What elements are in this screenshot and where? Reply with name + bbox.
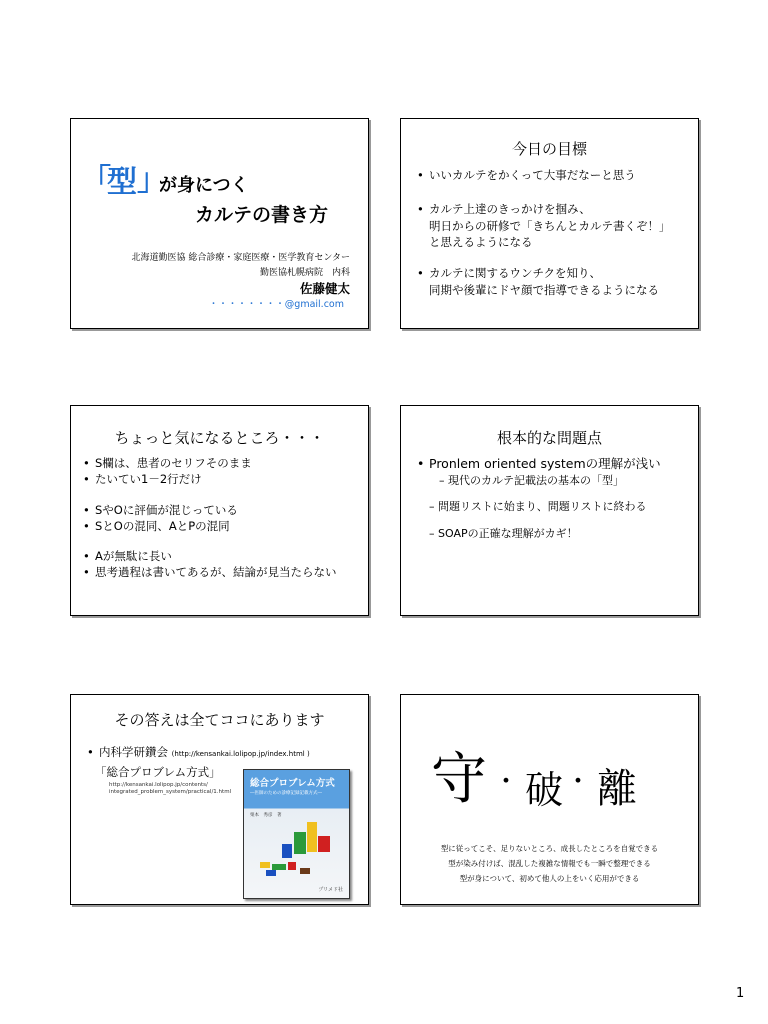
ha-char: 破 [525, 768, 564, 812]
separator-2: ・ [565, 767, 592, 797]
root-problem-sub-3: – SOAPの正確な理解がカギ！ [429, 527, 578, 540]
concern-bullet-2: • たいてい1－2行だけ [95, 472, 202, 487]
slide-concerns [70, 405, 369, 616]
org-line1: 北海道勤医協 総合診療・家庭医療・医学教育センター [131, 253, 350, 263]
answer-url1[interactable]: (http://kensankai.lolipop.jp/index.html ) [171, 750, 310, 758]
answer-bullet: • 内科学研鑽会 (http://kensankai.lolipop.jp/index.html ) [99, 745, 310, 762]
book-cover-title: 総合プロブレム方式 [250, 778, 335, 789]
kata-title-char: 型 [107, 165, 137, 200]
org-line2: 勤医協札幌病院 内科 [259, 268, 350, 278]
book-cover-author: 栗本 秀彦 著 [250, 813, 282, 818]
slide-root-problem-title: 根本的な問題点 [496, 429, 602, 447]
root-problem-bullet: • Pronlem oriented systemの理解が浅い [429, 456, 661, 471]
page-number: 1 [736, 986, 745, 1001]
answer-book-name: 「総合プロブレム方式」 [95, 765, 221, 779]
slide-concerns-title: ちょっと気になるところ・・・ [114, 429, 325, 447]
book-cover-subtitle: ―医師のための診療記録記載方式― [250, 791, 322, 796]
slide-shuhari [400, 694, 699, 905]
shuhari-line-1: 型に従ってこそ、足りないところ、成長したところを自覚できる [440, 844, 659, 853]
author-email[interactable]: ・・・・・・・・@gmail.com [208, 299, 344, 310]
concern-bullet-3: • SやOに評価が混じっている [95, 503, 238, 518]
root-problem-sub-1: – 現代のカルテ記載法の基本の「型」 [439, 474, 624, 487]
goal-bullet-3-line2: 同期や後輩にドヤ顔で指導できるようになる [429, 283, 659, 297]
goal-bullet-2-line3: と思えるようになる [429, 235, 533, 249]
concern-bullet-4: • SとOの混同、AとPの混同 [95, 519, 230, 534]
goal-bullet-3-line1: • カルテに関するウンチクを知り、 [429, 266, 601, 281]
root-problem-sub-2: – 問題リストに始まり、問題リストに終わる [429, 500, 647, 513]
slide-root-problem [400, 405, 699, 616]
slide-title [70, 118, 369, 329]
title-line2: カルテの書き方 [195, 204, 329, 226]
shu-char: 守 [431, 747, 487, 812]
concern-bullet-1: • S欄は、患者のセリフそのまま [95, 456, 252, 471]
goal-bullet-2-line2: 明日からの研修で「きちんとカルテ書くぞ！」 [429, 219, 671, 233]
slide-goals [400, 118, 699, 329]
book-cover-publisher: プリメド社 [318, 887, 343, 893]
separator-1: ・ [493, 767, 520, 797]
answer-url2-line2[interactable]: integrated_problem_system/practical/1.html [109, 789, 232, 795]
slide-goals-title: 今日の目標 [511, 140, 587, 158]
concern-bullet-6: • 思考過程は書いてあるが、結論が見当たらない [95, 565, 337, 580]
kata-title-close-bracket: 」 [137, 163, 167, 198]
ri-char: 離 [597, 766, 637, 812]
author-name: 佐藤健太 [299, 281, 350, 296]
concern-bullet-5: • Aが無駄に長い [95, 549, 172, 564]
answer-url2-line1[interactable]: http://kensankai.lolipop.jp/contents/ [109, 782, 208, 788]
book-cover-blocks-illustration [252, 818, 344, 882]
shuhari-line-3: 型が身について、初めて他人の上をいく応用ができる [459, 874, 640, 883]
title-part1: が身につく [159, 175, 249, 196]
slide-answer [70, 694, 369, 905]
goal-bullet-1: • いいカルテをかくって大事だなーと思う [429, 168, 636, 183]
slide-answer-title: その答えは全てココにあります [114, 711, 325, 729]
goal-bullet-2-line1: • カルテ上達のきっかけを掴み、 [429, 202, 591, 217]
book-cover [243, 769, 350, 899]
shuhari-line-2: 型が染み付けば、混乱した複雑な情報でも一瞬で整理できる [448, 859, 651, 868]
kata-title-open-bracket: 「 [81, 163, 111, 198]
